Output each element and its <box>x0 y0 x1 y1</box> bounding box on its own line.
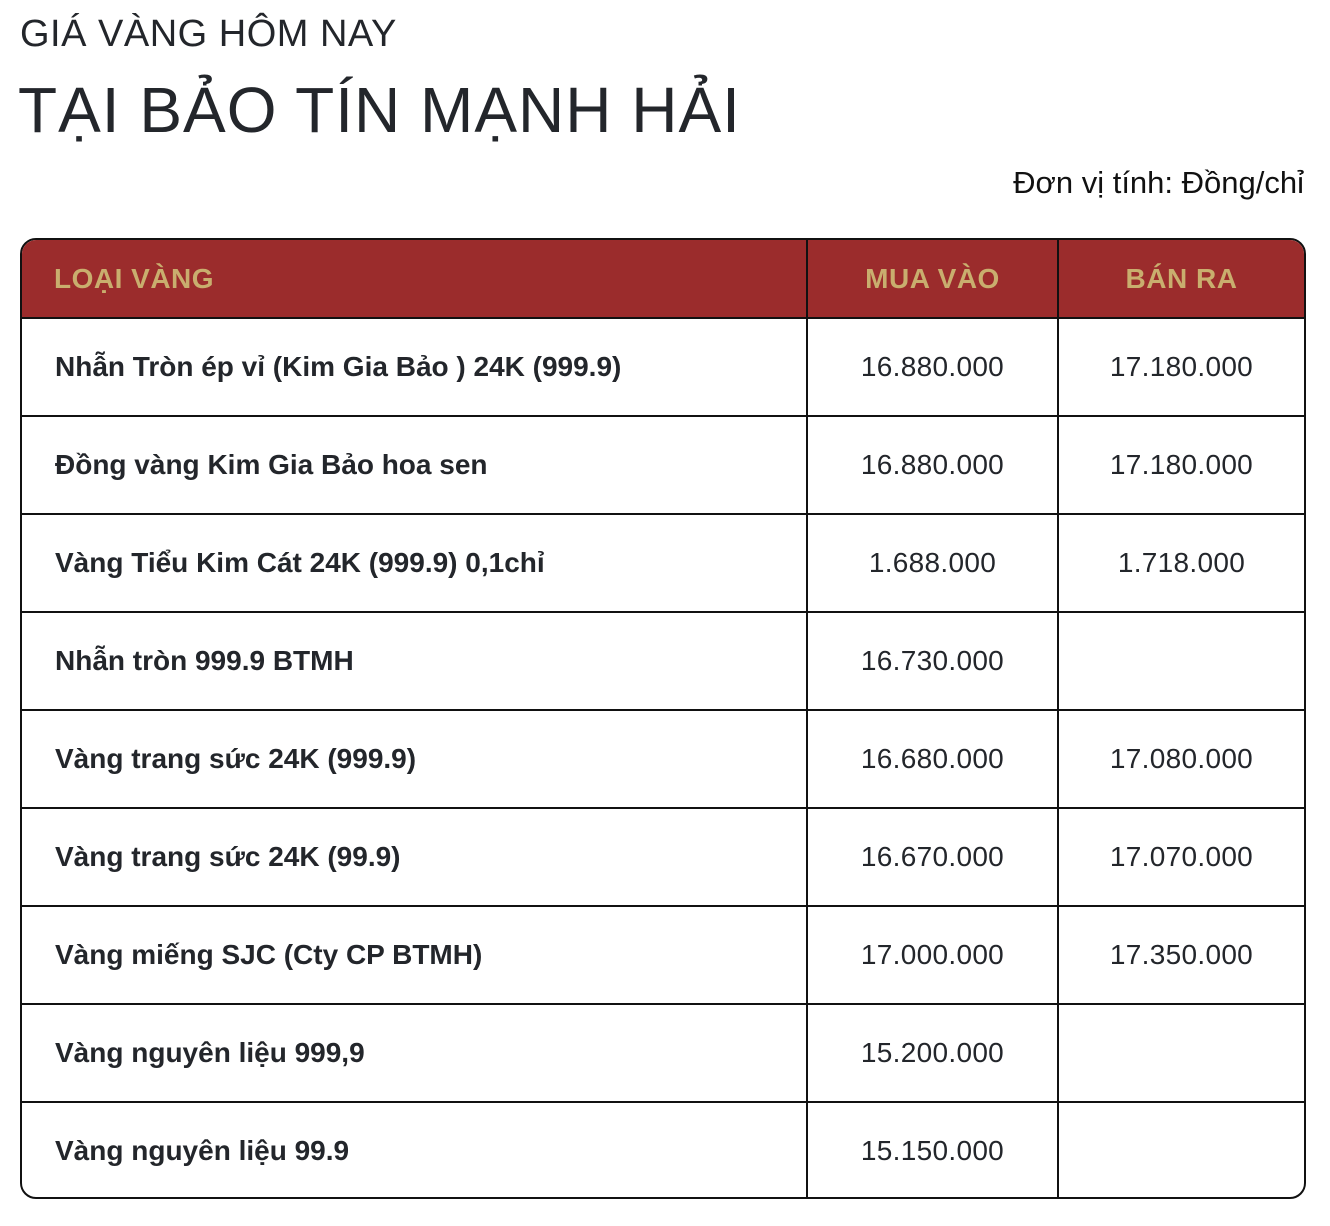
gold-type-cell: Vàng nguyên liệu 999,9 <box>22 1004 807 1102</box>
table-row <box>22 612 1304 710</box>
buy-price-cell: 16.680.000 <box>807 710 1058 808</box>
buy-price-cell: 16.670.000 <box>807 808 1058 906</box>
sell-price-cell <box>1058 1102 1304 1199</box>
page-title: TẠI BẢO TÍN MẠNH HẢI <box>18 74 741 146</box>
table-row <box>22 416 1304 514</box>
sell-price-cell: 1.718.000 <box>1058 514 1304 612</box>
buy-price-cell: 16.730.000 <box>807 612 1058 710</box>
buy-price-cell: 15.150.000 <box>807 1102 1058 1199</box>
column-header-buy: MUA VÀO <box>807 240 1058 318</box>
table-row <box>22 514 1304 612</box>
buy-price-cell: 1.688.000 <box>807 514 1058 612</box>
buy-price-cell: 16.880.000 <box>807 318 1058 416</box>
table-row <box>22 1102 1304 1199</box>
buy-price-cell: 17.000.000 <box>807 906 1058 1004</box>
gold-type-cell: Vàng trang sức 24K (99.9) <box>22 808 807 906</box>
gold-type-cell: Vàng Tiểu Kim Cát 24K (999.9) 0,1chỉ <box>22 514 807 612</box>
gold-type-cell: Nhẫn tròn 999.9 BTMH <box>22 612 807 710</box>
gold-type-cell: Vàng miếng SJC (Cty CP BTMH) <box>22 906 807 1004</box>
unit-note: Đơn vị tính: Đồng/chỉ <box>1013 165 1304 200</box>
table-row <box>22 906 1304 1004</box>
table-row <box>22 808 1304 906</box>
column-header-gold-type: LOẠI VÀNG <box>22 240 807 318</box>
gold-type-cell: Đồng vàng Kim Gia Bảo hoa sen <box>22 416 807 514</box>
sell-price-cell: 17.180.000 <box>1058 318 1304 416</box>
sell-price-cell <box>1058 1004 1304 1102</box>
page-subtitle: GIÁ VÀNG HÔM NAY <box>20 13 397 55</box>
buy-price-cell: 16.880.000 <box>807 416 1058 514</box>
table-row <box>22 1004 1304 1102</box>
table-row <box>22 318 1304 416</box>
column-header-sell: BÁN RA <box>1058 240 1304 318</box>
gold-type-cell: Vàng nguyên liệu 99.9 <box>22 1102 807 1199</box>
table-body <box>22 318 1304 1199</box>
sell-price-cell: 17.350.000 <box>1058 906 1304 1004</box>
gold-type-cell: Nhẫn Tròn ép vỉ (Kim Gia Bảo ) 24K (999.9) <box>55 351 622 382</box>
table-header <box>22 240 1304 318</box>
sell-price-cell: 17.080.000 <box>1058 710 1304 808</box>
sell-price-cell: 17.180.000 <box>1058 416 1304 514</box>
gold-price-table <box>22 240 1304 1199</box>
table-row <box>22 710 1304 808</box>
sell-price-cell <box>1058 612 1304 710</box>
buy-price-cell: 15.200.000 <box>807 1004 1058 1102</box>
sell-price-cell: 17.070.000 <box>1058 808 1304 906</box>
gold-type-cell: Vàng trang sức 24K (999.9) <box>22 710 807 808</box>
table-header-row <box>22 240 1304 318</box>
gold-price-table-container <box>20 238 1306 1199</box>
